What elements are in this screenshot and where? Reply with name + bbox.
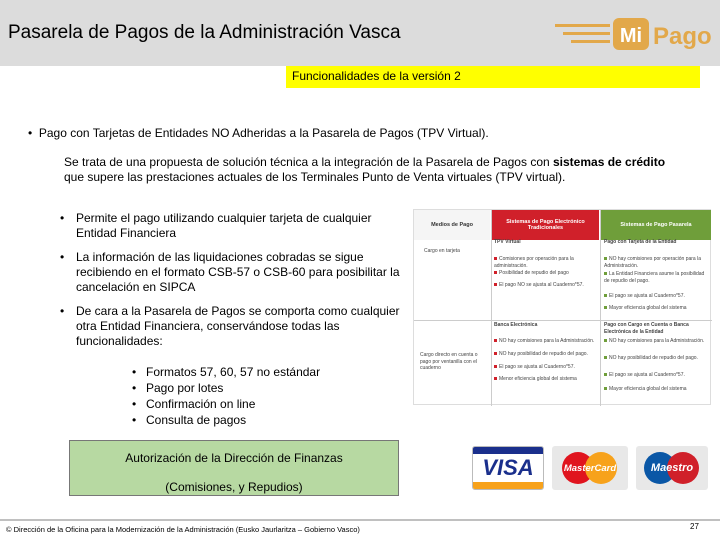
- card-logos: [472, 446, 708, 490]
- version-subtitle: Funcionalidades de la versión 2: [286, 66, 700, 88]
- divider: [414, 320, 712, 321]
- svg-text:Pago: Pago: [653, 23, 712, 50]
- page-number: 27: [690, 522, 699, 531]
- bullet-dot: •: [60, 304, 65, 318]
- description-bold: sistemas de crédito: [553, 155, 666, 169]
- row2-c2-item: NO hay comisiones para la Administración.: [604, 338, 708, 345]
- table-header-means: Medios de Pago: [414, 210, 490, 240]
- main-bullet: [28, 126, 489, 140]
- comparison-table: [413, 209, 711, 405]
- row2-c1-title: Banca Electrónica: [494, 322, 538, 328]
- row1-c1-item: El pago NO se ajusta al Cuaderno*57.: [494, 282, 598, 289]
- list-item: • De cara a la Pasarela de Pagos se comporta como cualquier otra Entidad Financiera, conservándose todas las funcionalidades:: [60, 304, 400, 348]
- svg-text:Mi: Mi: [619, 25, 643, 47]
- bullet-dot: •: [28, 126, 39, 140]
- row2-c2-item: Mayor eficiencia global del sistema: [604, 386, 708, 393]
- page-title: Pasarela de Pagos de la Administración Vasca: [8, 22, 401, 43]
- list-item: • Formatos 57, 60, 57 no estándar: [132, 365, 321, 379]
- main-bullet-text: Pago con Tarjetas de Entidades NO Adheridas a la Pasarela de Pagos (TPV Virtual).: [38, 126, 489, 140]
- list-item: • Permite el pago utilizando cualquier tarjeta de cualquier Entidad Financiera: [60, 211, 372, 240]
- row2-c1-item: NO hay comisiones para la Administración.: [494, 338, 598, 345]
- footer-divider: [0, 519, 720, 521]
- row2-c1-item: NO hay posibilidad de repudio del pago.: [494, 351, 598, 358]
- description-part2: que supere las prestaciones actuales de los Terminales Punto de Venta virtuales (TPV virtual).: [64, 170, 566, 184]
- list-item: • La información de las liquidaciones cobradas se sigue recibiendo en el formato CSB-57 o CSB-60 para posibilitar la cancelación en SIPCA: [60, 250, 400, 294]
- divider: [491, 210, 492, 406]
- row1-c1-title: TPV Virtual: [494, 239, 521, 245]
- row1-c2-item: NO hay comisiones por operación para la Administración.: [604, 256, 701, 269]
- authorization-box: [69, 440, 399, 496]
- row1-c2-item: El pago se ajusta al Cuaderno*57.: [604, 293, 708, 300]
- row2-c2-title: Pago con Cargo en Cuenta o Banca Electrónica de la Entidad: [604, 322, 689, 335]
- row1-c1-item: Posibilidad de repudio del pago: [494, 270, 598, 277]
- list-item: • Pago por lotes: [132, 381, 224, 395]
- description-part1: Se trata de una propuesta de solución técnica a la integración de la Pasarela de Pagos con: [64, 155, 553, 169]
- authorization-title: Autorización de la Dirección de Finanzas: [125, 451, 343, 465]
- description: [64, 155, 674, 185]
- row2-label: Cargo directo en cuenta o pago por ventanilla con el cuaderno: [420, 352, 478, 371]
- bullet-dot: •: [60, 211, 65, 225]
- divider: [600, 210, 601, 406]
- row1-c2-item: Mayor eficiencia global del sistema: [604, 305, 708, 312]
- features-list: [60, 211, 405, 358]
- row2-c1-item: Menor eficiencia global del sistema: [494, 376, 598, 383]
- maestro-logo: Maestro: [636, 446, 708, 490]
- table-header-traditional: Sistemas de Pago Electrónico Tradicionales: [492, 210, 599, 240]
- row1-label: Cargo en tarjeta: [424, 248, 460, 254]
- list-item: • Confirmación on line: [132, 397, 256, 411]
- visa-logo: VISA: [472, 446, 544, 490]
- list-item: • Consulta de pagos: [132, 413, 247, 427]
- table-header-pasarela: Sistemas de Pago Pasarela: [601, 210, 711, 240]
- authorization-subtitle: (Comisiones, y Repudios): [165, 480, 303, 494]
- row1-c1-item: Comisiones por operación para la administración.: [494, 256, 574, 269]
- functionalities-list: [132, 364, 320, 428]
- bullet-dot: •: [60, 250, 65, 264]
- row2-c2-item: NO hay posibilidad de repudio del pago.: [604, 355, 708, 362]
- row2-c2-item: El pago se ajusta al Cuaderno*57.: [604, 372, 708, 379]
- mipago-logo: [555, 14, 715, 54]
- mastercard-logo: MasterCard: [552, 446, 628, 490]
- row1-c2-item: La Entidad Financiera asume la posibilidad de repudio del pago.: [604, 271, 705, 284]
- row2-c1-item: El pago se ajusta al Cuaderno*57.: [494, 364, 598, 371]
- header-band: [0, 0, 720, 66]
- footer-copyright: © Dirección de la Oficina para la Modernización de la Administración (Eusko Jaurlaritza – Gobierno Vasco): [6, 525, 360, 534]
- row1-c2-title: Pago con Tarjeta de la Entidad: [604, 239, 677, 245]
